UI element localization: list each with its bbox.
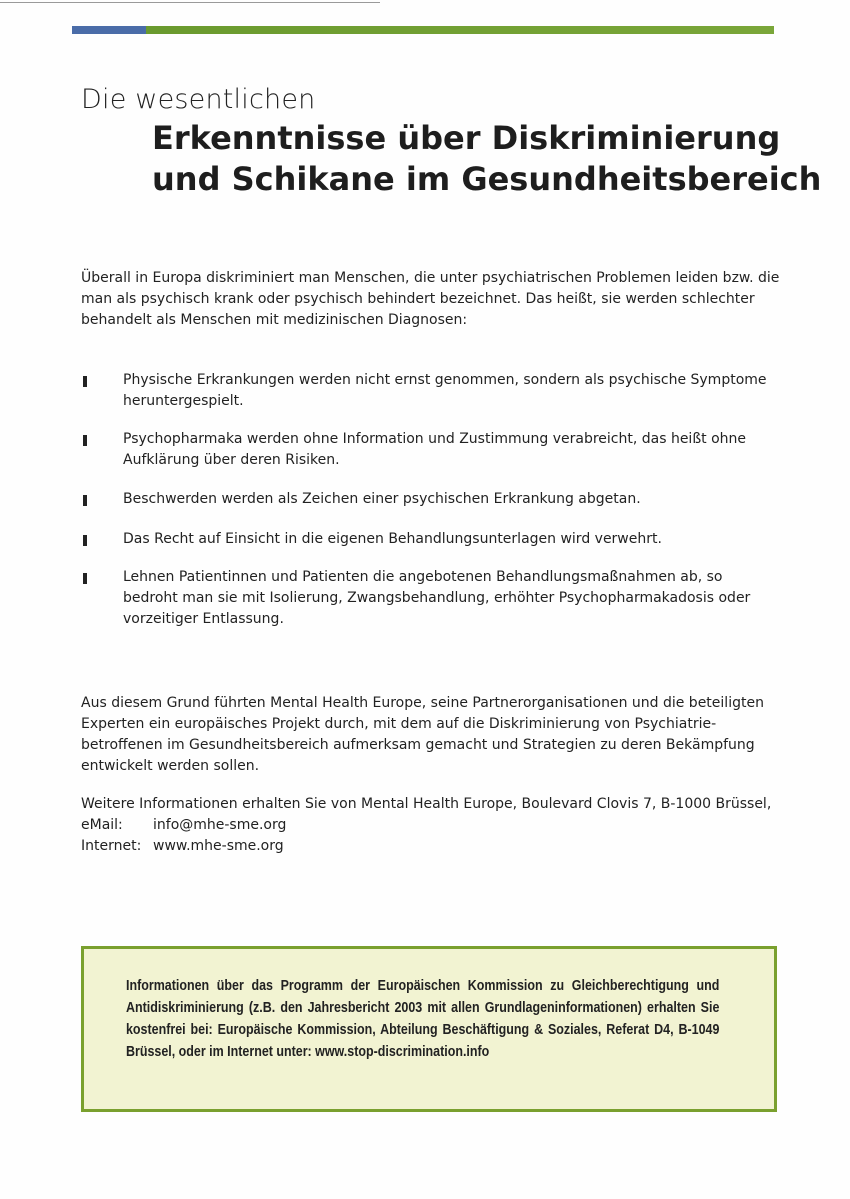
bullet-marker-icon <box>83 495 87 506</box>
heading-main <box>152 118 821 200</box>
email-row <box>81 815 791 836</box>
bullet-marker-icon <box>83 573 87 584</box>
bullet-text: Das Recht auf Einsicht in die eigenen Behandlungsunterlagen wird verwehrt. <box>123 531 662 547</box>
internet-link[interactable]: www.mhe-sme.org <box>153 838 284 854</box>
list-item <box>81 370 781 412</box>
heading-small: Die wesentlichen <box>81 84 316 115</box>
bullet-text: Beschwerden werden als Zeichen einer psychischen Erkrankung abgetan. <box>123 491 641 507</box>
list-item <box>81 489 781 510</box>
email-link[interactable]: info@mhe-sme.org <box>153 817 287 833</box>
internet-label: Internet: <box>81 838 142 854</box>
internet-row <box>81 836 791 857</box>
email-label: eMail: <box>81 817 123 833</box>
bullet-text: Lehnen Patientinnen und Patienten die angebotenen Behandlungsmaßnahmen ab, so bedroht man sie mit Isolierung, Zwangsbehandlung, erhöhter Psychopharmakadosis oder vorzeitiger Entlassung. <box>123 569 751 627</box>
list-item <box>81 429 781 471</box>
intro-paragraph: Überall in Europa diskriminiert man Menschen, die unter psychiatrischen Problemen leiden bzw. die man als psychisch krank oder psychisch behindert bezeichnet. Das heißt, sie werden schlechter behandelt als Menschen mit medizinischen Diagnosen: <box>81 270 780 328</box>
info-box <box>81 946 777 1112</box>
header-color-bar <box>72 26 774 34</box>
heading-line-2: und Schikane im Gesundheitsbereich <box>152 160 822 198</box>
contact-line: Weitere Informationen erhalten Sie von Mental Health Europe, Boulevard Clovis 7, B-1000 Brüssel, <box>81 796 772 812</box>
heading-line-1: Erkenntnisse über Diskriminierung <box>152 119 781 157</box>
project-paragraph: Aus diesem Grund führten Mental Health Europe, seine Partnerorganisationen und die beteiligten Experten ein europäisches Projekt durch, mit dem auf die Diskriminierung von Psychiatrie-betroffenen im Gesundheitsbereich aufmerksam gemacht und Strategien zu deren Bekämpfung entwickelt werden sollen. <box>81 695 764 774</box>
scan-edge-line <box>0 2 380 3</box>
list-item <box>81 529 781 550</box>
bullet-marker-icon <box>83 535 87 546</box>
bullet-marker-icon <box>83 435 87 446</box>
bullet-list <box>81 370 781 630</box>
bullet-marker-icon <box>83 376 87 387</box>
contact-block <box>81 794 791 857</box>
list-item <box>81 567 781 630</box>
info-box-text: Informationen über das Programm der Europäischen Kommission zu Gleichberechtigung und Antidiskriminierung (z.B. den Jahresbericht 2003 mit allen Grundlageninformationen) erhalten Sie kostenfrei bei: Europäische Kommission, Abteilung Beschäftigung & Soziales, Referat D4, B-1049 Brüssel, oder im Internet unter: www.stop-discrimination.info <box>126 978 720 1060</box>
bullet-text: Psychopharmaka werden ohne Information und Zustimmung verabreicht, das heißt ohne Aufklärung über deren Risiken. <box>123 431 747 468</box>
bullet-text: Physische Erkrankungen werden nicht ernst genommen, sondern als psychische Symptome heruntergespielt. <box>123 372 767 409</box>
